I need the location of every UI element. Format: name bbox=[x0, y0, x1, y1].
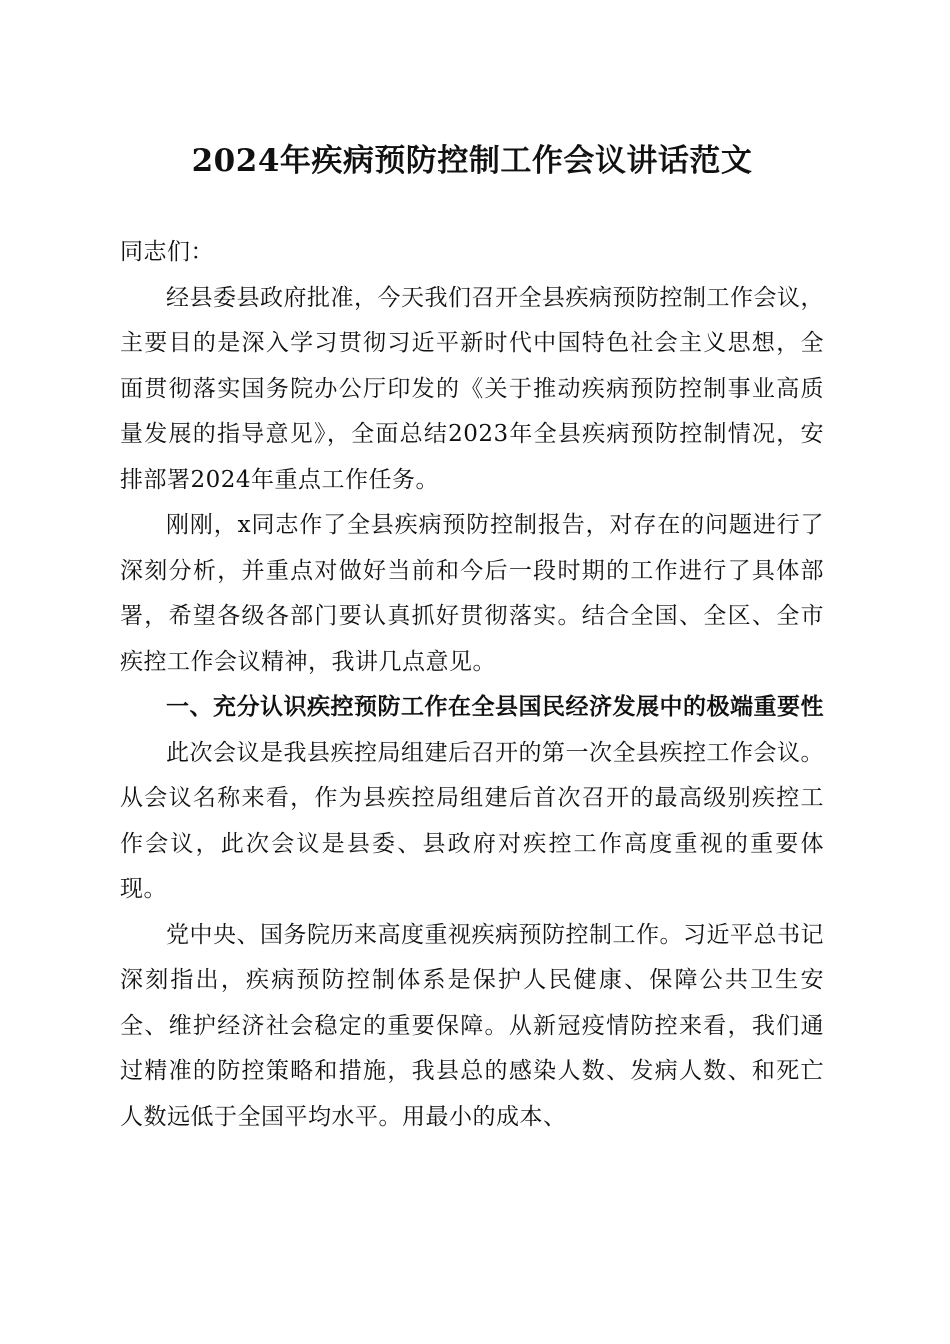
salutation: 同志们： bbox=[120, 239, 214, 265]
paragraph-report: 刚刚，x同志作了全县疾病预防控制报告，对存在的问题进行了深刻分析，并重点对做好当前和今后一段时期的工作进行了具体部署，希望各级各部门要认真抓好贯彻落实。结合全国、全区、全市疾控工作会议精神，我讲几点意见。 bbox=[120, 512, 824, 675]
section-heading: 一、充分认识疾控预防工作在全县国民经济发展中的极端重要性 bbox=[166, 694, 824, 720]
paragraph-meeting: 此次会议是我县疾控局组建后召开的第一次全县疾控工作会议。从会议名称来看，作为县疾控局组建后首次召开的最高级别疾控工作会议，此次会议是县委、县政府对疾控工作高度重视的重要体现。 bbox=[120, 739, 824, 902]
paragraph-intro: 经县委县政府批准，今天我们召开全县疾病预防控制工作会议，主要目的是深入学习贯彻习近平新时代中国特色社会主义思想，全面贯彻落实国务院办公厅印发的《关于推动疾病预防控制事业高质量发展的指导意见》，全面总结2023年全县疾病预防控制情况，安排部署2024年重点工作任务。 bbox=[120, 284, 824, 493]
document-body bbox=[120, 230, 824, 1140]
document-page bbox=[120, 0, 824, 1344]
paragraph-central-committee: 党中央、国务院历来高度重视疾病预防控制工作。习近平总书记深刻指出，疾病预防控制体系是保护人民健康、保障公共卫生安全、维护经济社会稳定的重要保障。从新冠疫情防控来看，我们通过精准的防控策略和措施，我县总的感染人数、发病人数、和死亡人数远低于全国平均水平。用最小的成本、 bbox=[120, 921, 824, 1130]
document-title: 2024年疾病预防控制工作会议讲话范文 bbox=[191, 143, 753, 179]
